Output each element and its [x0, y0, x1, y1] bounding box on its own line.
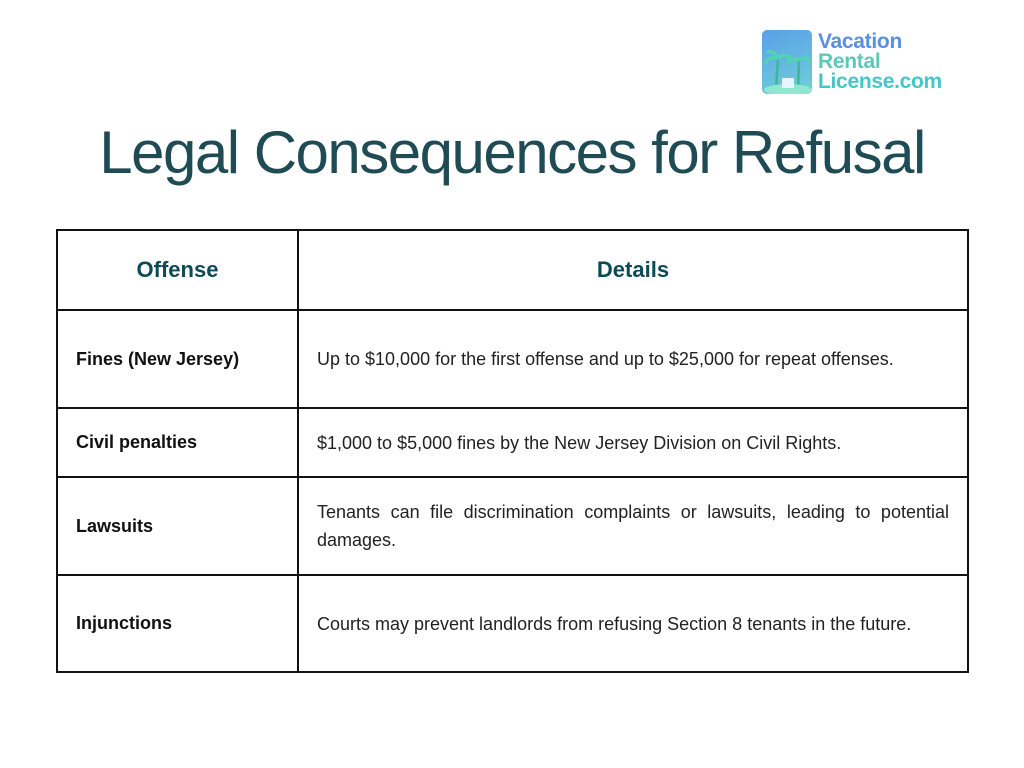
- table-row: [57, 477, 968, 575]
- details-cell: $1,000 to $5,000 fines by the New Jersey Division on Civil Rights.: [298, 408, 968, 477]
- vacation-rental-license-logo: [762, 30, 982, 96]
- header-offense: Offense: [57, 230, 298, 310]
- details-cell: Courts may prevent landlords from refusing Section 8 tenants in the future.: [298, 575, 968, 672]
- table-row: [57, 310, 968, 408]
- offense-cell: Civil penalties: [57, 408, 298, 477]
- palm-tree-document-icon: [762, 30, 812, 94]
- consequences-table: [56, 229, 969, 673]
- offense-cell: Injunctions: [57, 575, 298, 672]
- table-header-row: [57, 230, 968, 310]
- header-details: Details: [298, 230, 968, 310]
- details-cell: Tenants can file discrimination complaints or lawsuits, leading to potential damages.: [298, 477, 968, 575]
- offense-cell: Fines (New Jersey): [57, 310, 298, 408]
- table-row: [57, 575, 968, 672]
- logo-line-3: License.com: [818, 70, 942, 93]
- table-row: [57, 408, 968, 477]
- logo-line-1: Vacation: [818, 30, 902, 53]
- logo-line-2: Rental: [818, 50, 881, 73]
- page-title: Legal Consequences for Refusal: [99, 119, 925, 186]
- details-cell: Up to $10,000 for the first offense and up to $25,000 for repeat offenses.: [298, 310, 968, 408]
- offense-cell: Lawsuits: [57, 477, 298, 575]
